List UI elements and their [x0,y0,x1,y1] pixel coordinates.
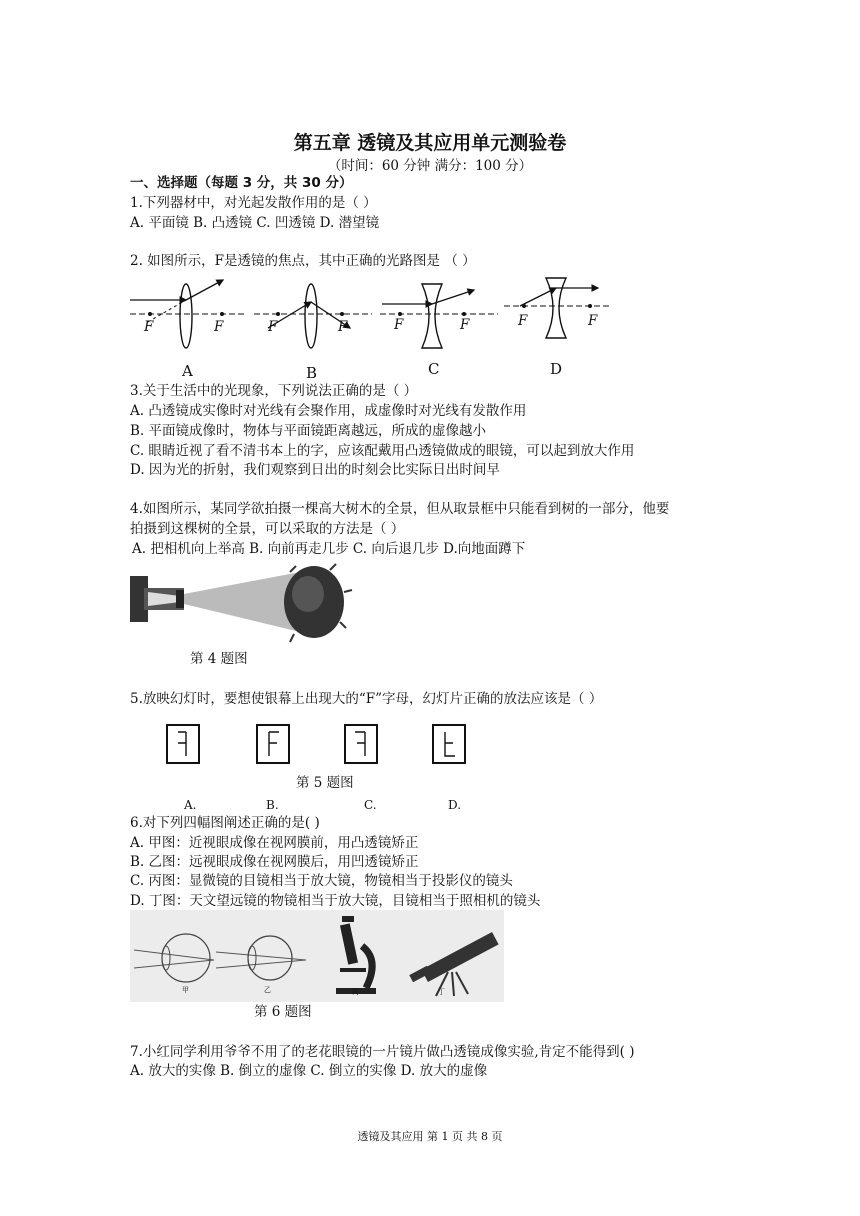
q2-focus-label-d1: F [518,313,528,329]
q2-focus-label-c1: F [394,317,404,333]
q5-label-a: A. [184,798,197,812]
q2-label-c: C [428,360,440,378]
q6-option-d: D. 丁图：天文望远镜的物镜相当于放大镜，目镜相当于照相机的镜头 [130,893,541,909]
q2-label-a: A [182,362,193,380]
q5-label-b: B. [266,798,279,812]
q2-lens-diagrams [128,272,612,380]
q2-diagram-a [130,280,246,348]
q7-options: A. 放大的实像 B. 倒立的虚像 C. 倒立的实像 D. 放大的虚像 [130,1063,488,1079]
q2-stem: 2. 如图所示，F是透镜的焦点，其中正确的光路图是 （ ） [130,253,476,269]
q2-focus-label-b1: F [268,319,278,335]
q4-options: A. 把相机向上举高 B. 向前再走几步 C. 向后退几步 D.向地面蹲下 [132,541,526,557]
q4-stem-line2: 拍摄到这棵树的全景，可以采取的方法是（ ） [130,521,405,537]
q5-slide-a [166,724,200,764]
page-title: 第五章 透镜及其应用单元测验卷 [293,132,567,154]
q6-fig-label-bing: 丙 [352,988,359,996]
q2-focus-label-a1: F [144,319,154,335]
page-footer: 透镜及其应用 第 1 页 共 8 页 [357,1130,503,1143]
q5-letter-d [434,726,464,762]
q3-option-a: A. 凸透镜成实像时对光线有会聚作用，成虚像时对光线有发散作用 [130,403,527,419]
q6-fig-label-jia: 甲 [182,986,189,994]
q2-focus-label-d2: F [588,313,598,329]
q5-slide-d [432,724,466,764]
q4-caption: 第 4 题图 [190,651,248,667]
q6-caption: 第 6 题图 [254,1004,312,1020]
q5-label-c: C. [364,798,377,812]
q2-focus-label-b2: F [338,319,348,335]
q2-label-d: D [550,360,563,378]
q7-stem: 7.小红同学利用爷爷不用了的老花眼镜的一片镜片做凸透镜成像实验,肯定不能得到( ) [130,1044,635,1060]
q6-option-c: C. 丙图：显微镜的目镜相当于放大镜，物镜相当于投影仪的镜头 [130,873,513,889]
section-heading: 一、选择题（每题 3 分，共 30 分） [130,175,353,191]
q6-stem: 6.对下列四幅图阐述正确的是( ) [130,815,320,831]
q2-label-b: B [306,364,318,382]
q3-option-d: D. 因为光的折射，我们观察到日出的时刻会比实际日出时间早 [130,462,500,478]
q5-letter-c [346,726,376,762]
q2-diagram-b [254,284,372,348]
q4-stem-line1: 4.如图所示，某同学欲拍摄一棵高大树木的全景，但从取景框中只能看到树的一部分，他要 [130,501,670,517]
q6-option-b: B. 乙图：远视眼成像在视网膜后，用凹透镜矫正 [130,854,419,870]
q6-fig-label-yi: 乙 [264,986,271,994]
q2-focus-label-c2: F [460,317,470,333]
q5-caption: 第 5 题图 [296,775,354,791]
q1-options: A. 平面镜 B. 凸透镜 C. 凹透镜 D. 潜望镜 [130,215,380,231]
q5-slide-b [256,724,290,764]
q4-camera-tree-figure [130,562,350,654]
page-subtitle: （时间：60 分钟 满分：100 分） [327,158,533,174]
q5-stem: 5.放映幻灯时，要想使银幕上出现大的“F”字母，幻灯片正确的放法应该是（ ） [130,691,603,707]
q5-slide-c [344,724,378,764]
q5-letter-b [258,726,288,762]
q6-option-a: A. 甲图：近视眼成像在视网膜前，用凸透镜矫正 [130,835,419,851]
q2-focus-label-a2: F [214,319,224,335]
q3-stem: 3.关于生活中的光现象，下列说法正确的是（ ） [130,383,418,399]
q3-option-c: C. 眼睛近视了看不清书本上的字，应该配戴用凸透镜做成的眼镜，可以起到放大作用 [130,443,635,459]
q1-stem: 1.下列器材中，对光起发散作用的是（ ） [130,195,377,211]
q3-option-b: B. 平面镜成像时，物体与平面镜距离越远，所成的虚像越小 [130,423,487,439]
q6-fig-label-ding: 丁 [438,988,445,996]
q5-label-d: D. [448,798,462,812]
q5-letter-a [168,726,198,762]
